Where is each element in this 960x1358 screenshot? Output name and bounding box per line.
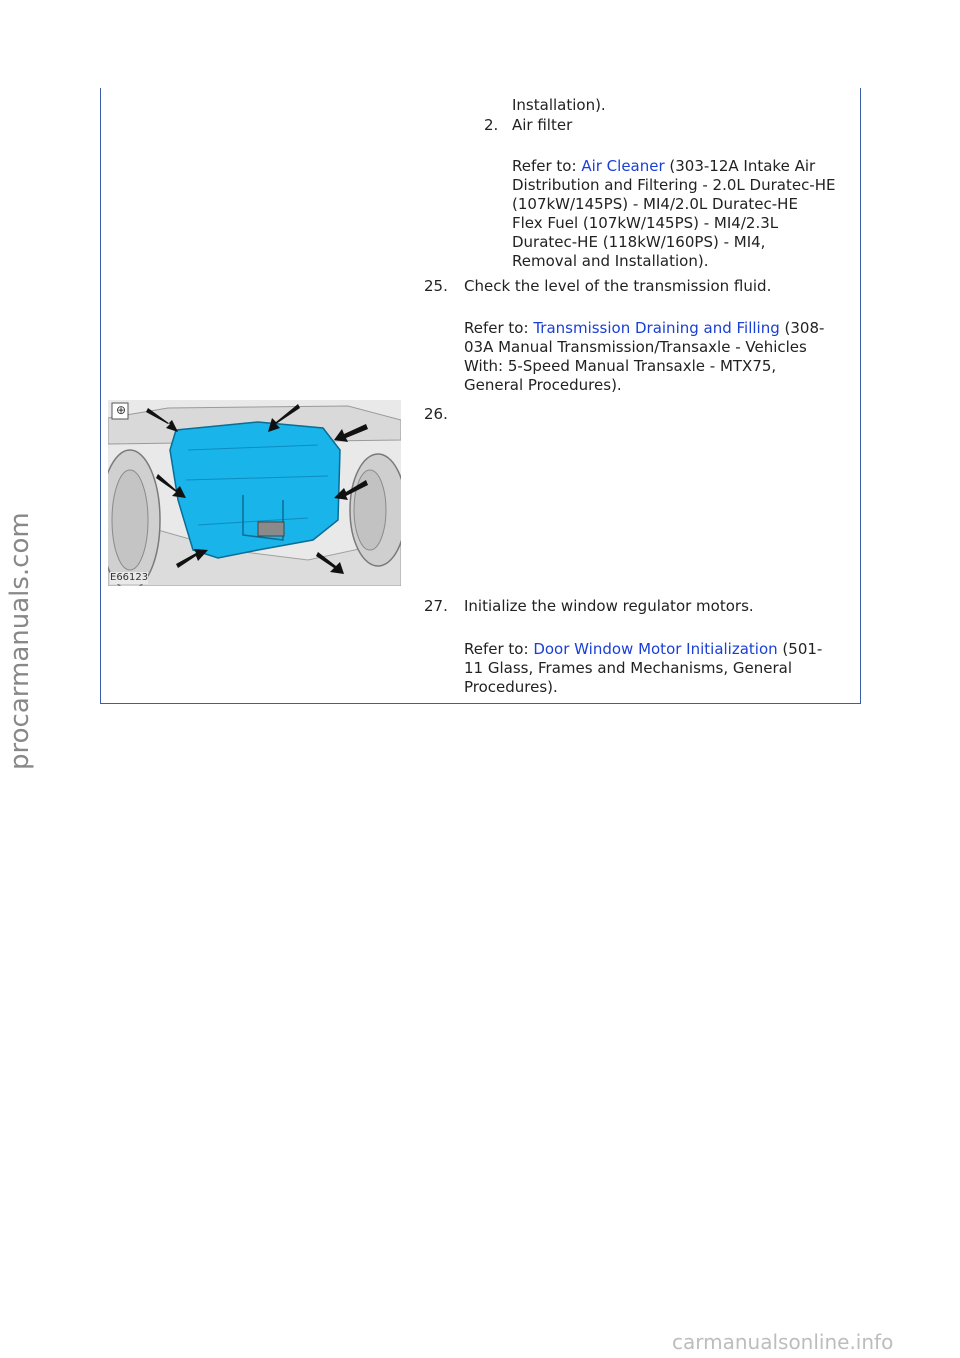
reference-line: Distribution and Filtering - 2.0L Duratec-HE	[512, 176, 836, 194]
sub-step-text: Air filter	[512, 116, 573, 134]
reference-line: 03A Manual Transmission/Transaxle - Vehicles	[464, 338, 807, 356]
door-window-motor-link[interactable]: Door Window Motor Initialization	[533, 640, 778, 658]
reference-rest: (501-	[777, 640, 823, 658]
reference-line: (107kW/145PS) - MI4/2.0L Duratec-HE	[512, 195, 798, 213]
zoom-in-icon[interactable]: ⊕	[115, 403, 127, 417]
sub-step-number: 2.	[484, 116, 499, 134]
reference-line: Flex Fuel (107kW/145PS) - MI4/2.3L	[512, 214, 779, 232]
step-27-reference-line	[464, 640, 822, 659]
step-25-reference-line	[464, 319, 824, 338]
side-watermark: procarmanuals.com	[5, 512, 35, 770]
installation-continued: Installation).	[512, 96, 606, 114]
footer-watermark: carmanualsonline.info	[672, 1330, 894, 1354]
air-cleaner-link[interactable]: Air Cleaner	[581, 157, 665, 175]
reference-line: With: 5-Speed Manual Transaxle - MTX75,	[464, 357, 777, 375]
refer-to-label: Refer to:	[464, 319, 534, 337]
step-number-26: 26.	[424, 405, 448, 423]
reference-rest: (303-12A Intake Air	[664, 157, 816, 175]
step-number-27: 27.	[424, 597, 448, 615]
refer-to-label: Refer to:	[512, 157, 582, 175]
refer-to-label: Refer to:	[464, 640, 534, 658]
figure-label: E66123	[110, 572, 149, 583]
reference-line: General Procedures).	[464, 376, 622, 394]
step-text-27: Initialize the window regulator motors.	[464, 597, 754, 615]
reference-rest: (308-	[779, 319, 825, 337]
reference-line: Removal and Installation).	[512, 252, 709, 270]
reference-line: 11 Glass, Frames and Mechanisms, General	[464, 659, 792, 677]
splash-shield-illustration	[108, 400, 401, 586]
reference-line: Procedures).	[464, 678, 558, 696]
splash-shield-figure[interactable]	[108, 400, 401, 586]
reference-line: Duratec-HE (118kW/160PS) - MI4,	[512, 233, 766, 251]
transmission-draining-link[interactable]: Transmission Draining and Filling	[533, 319, 780, 337]
sub-step-reference-line	[512, 157, 815, 176]
step-text-25: Check the level of the transmission fluid.	[464, 277, 772, 295]
step-number-25: 25.	[424, 277, 448, 295]
